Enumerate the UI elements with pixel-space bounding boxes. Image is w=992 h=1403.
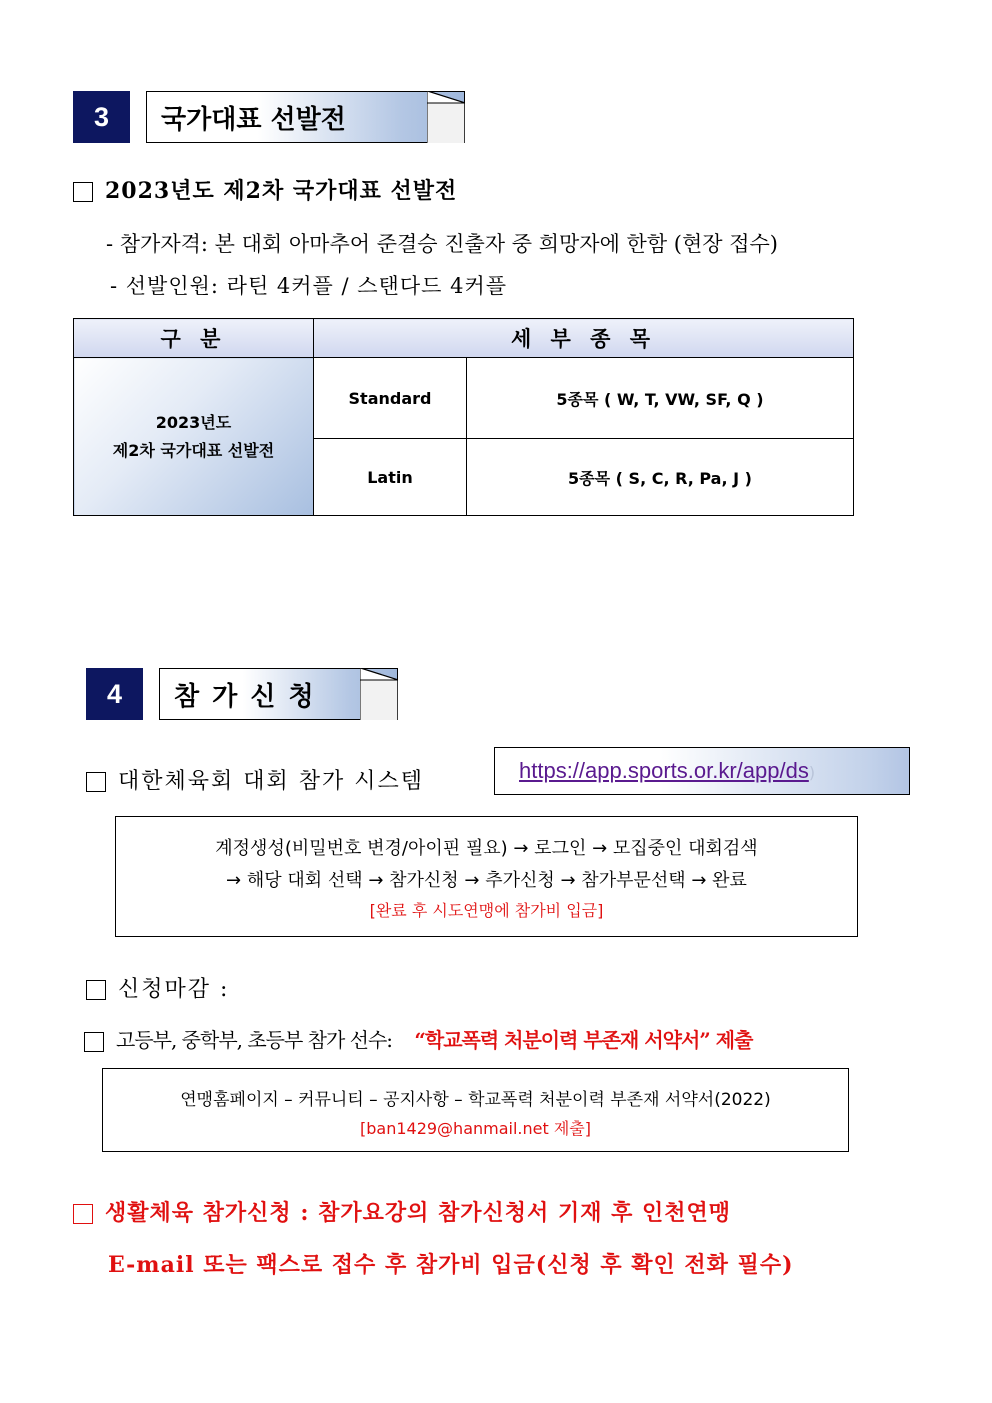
event-table <box>73 318 854 516</box>
section-title-3 <box>146 91 465 143</box>
students-line <box>84 1024 752 1053</box>
checkbox-icon <box>86 772 106 792</box>
selection-heading <box>73 174 457 205</box>
table-row-latin-name: Latin <box>314 439 467 516</box>
table-header-events: 세 부 종 목 <box>314 319 854 358</box>
life-sports-line-1 <box>73 1196 731 1227</box>
quota-line: - 선발인원: 라틴 4커플 / 스탠다드 4커플 <box>110 274 508 298</box>
selection-heading-text: 2023년도 제2차 국가대표 선발전 <box>105 178 458 204</box>
steps-note: [완료 후 시도연맹에 참가비 입금] <box>369 901 604 920</box>
system-label <box>86 764 424 795</box>
table-row-standard-events: 5종목 ( W, T, VW, SF, Q ) <box>467 358 854 439</box>
steps-box <box>115 816 858 937</box>
students-label: 고등부, 중학부, 초등부 참가 선수: <box>116 1028 393 1052</box>
path-line: 연맹홈페이지 – 커뮤니티 – 공지사항 – 학교폭력 처분이력 부존재 서약서(2022) <box>180 1090 771 1110</box>
table-row-latin-events: 5종목 ( S, C, R, Pa, J ) <box>467 439 854 516</box>
checkbox-icon <box>86 980 106 1000</box>
life-sports-line-2: E-mail 또는 팩스로 접수 후 참가비 입금(신청 후 확인 전화 필수) <box>108 1252 794 1278</box>
qualification-line: - 참가자격: 본 대회 아마추어 준결승 진출자 중 희망자에 한함 (현장 접수) <box>106 232 778 256</box>
deadline-line <box>86 972 229 1003</box>
students-doc: “학교폭력 처분이력 부존재 서약서” 제출 <box>414 1028 753 1052</box>
section-title-3-text: 국가대표 선발전 <box>161 104 346 135</box>
table-category-cell <box>74 358 314 516</box>
table-row-standard-name: Standard <box>314 358 467 439</box>
section-number-4: 4 <box>86 668 143 720</box>
checkbox-icon <box>84 1032 104 1052</box>
system-label-text: 대한체육회 대회 참가 시스템 <box>118 769 425 794</box>
category-year: 2023년도 <box>155 412 232 432</box>
table-header-category: 구 분 <box>74 319 314 358</box>
life-sports-text-1: 생활체육 참가신청 : 참가요강의 참가신청서 기재 후 인천연맹 <box>105 1200 732 1226</box>
deadline-label: 신청마감 : <box>118 977 230 1002</box>
checkbox-icon <box>73 1204 93 1224</box>
folded-corner-icon <box>427 91 465 143</box>
path-note: [ban1429@hanmail.net 제출] <box>359 1119 591 1138</box>
checkbox-icon <box>73 182 93 202</box>
folded-corner-icon <box>360 668 398 720</box>
section-number-3: 3 <box>73 91 130 143</box>
category-name: 제2차 국가대표 선발전 <box>112 440 275 460</box>
steps-line-2: → 해당 대회 선택 → 참가신청 → 추가신청 → 참가부문선택 → 완료 <box>226 870 747 891</box>
url-tail: ) <box>808 763 816 782</box>
steps-line-1: 계정생성(비밀번호 변경/아이핀 필요) → 로그인 → 모집중인 대회검색 <box>215 838 758 859</box>
registration-link[interactable]: https://app.sports.or.kr/app/ds <box>519 758 809 783</box>
section-title-4 <box>159 668 398 720</box>
url-box <box>494 747 910 795</box>
section-title-4-text: 참 가 신 청 <box>174 681 316 712</box>
path-box <box>102 1068 849 1152</box>
